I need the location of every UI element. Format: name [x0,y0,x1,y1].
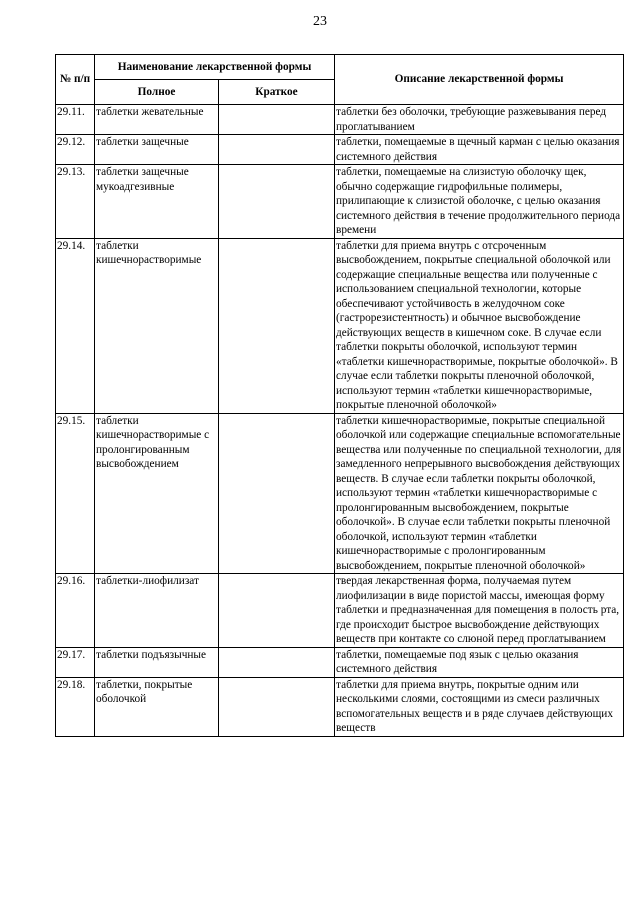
header-full-name: Полное [95,80,219,105]
table-row [56,165,624,239]
row-number: 29.15. [56,413,95,574]
row-number: 29.18. [56,677,95,736]
row-full-name: таблетки подъязычные [95,647,219,677]
row-number: 29.13. [56,165,95,239]
row-number: 29.17. [56,647,95,677]
row-full-name: таблетки защечные [95,135,219,165]
row-short-name [219,413,335,574]
row-full-name: таблетки-лиофилизат [95,574,219,648]
header-short-name: Краткое [219,80,335,105]
dosage-forms-table [55,54,624,737]
row-number: 29.12. [56,135,95,165]
table-row [56,238,624,413]
header-num: № п/п [56,55,95,105]
header-name-group: Наименование лекарственной формы [95,55,335,80]
row-number: 29.16. [56,574,95,648]
row-short-name [219,647,335,677]
table-row [56,135,624,165]
row-full-name: таблетки защечные мукоадгезивные [95,165,219,239]
table-row [56,647,624,677]
row-full-name: таблетки кишечнорастворимые [95,238,219,413]
row-full-name: таблетки кишечнорастворимые с пролонгированным высвобождением [95,413,219,574]
row-short-name [219,135,335,165]
row-description: таблетки, помещаемые на слизистую оболочку щек, обычно содержащие гидрофильные полимеры, прилипающие к слизистой оболочке, с целью оказания системного действия в течение продолжительного периода времени [335,165,624,239]
row-short-name [219,238,335,413]
table-row [56,677,624,736]
table-row [56,574,624,648]
row-short-name [219,165,335,239]
row-description: таблетки, помещаемые под язык с целью оказания системного действия [335,647,624,677]
table-row [56,105,624,135]
row-description: таблетки без оболочки, требующие разжевывания перед проглатыванием [335,105,624,135]
table-row [56,413,624,574]
row-number: 29.14. [56,238,95,413]
row-number: 29.11. [56,105,95,135]
page-number: 23 [313,14,327,29]
row-description: таблетки кишечнорастворимые, покрытые специальной оболочкой или содержащие специальные вспомогательные вещества или полученные по специальной технологии, для замедленного непрерывного высвобождения действующих веществ. В случае если таблетки покрыты оболочкой, используют термин «таблетки кишечнорастворимые с пролонгированным высвобождением, покрытые оболочкой». В случае если таблетки покрыты пленочной оболочкой, используют термин «таблетки кишечнорастворимые с пролонгированным высвобождением, покрытые пленочной оболочкой» [335,413,624,574]
row-short-name [219,677,335,736]
row-short-name [219,105,335,135]
row-full-name: таблетки, покрытые оболочкой [95,677,219,736]
row-description: таблетки, помещаемые в щечный карман с целью оказания системного действия [335,135,624,165]
row-description: твердая лекарственная форма, получаемая путем лиофилизации в виде пористой массы, имеющая форму таблетки и предназначенная для помещения в полость рта, где происходит быстрое высвобождение действующих веществ при контакте со слюной перед проглатыванием [335,574,624,648]
row-full-name: таблетки жевательные [95,105,219,135]
row-short-name [219,574,335,648]
row-description: таблетки для приема внутрь, покрытые одним или несколькими слоями, состоящими из смеси различных вспомогательных веществ и в ряде случаев действующих веществ [335,677,624,736]
row-description: таблетки для приема внутрь с отсроченным высвобождением, покрытые специальной оболочкой или содержащие специальные вещества или полученные с использованием специальной технологии, которые обеспечивают устойчивость в желудочном соке (гастрорезистентность) и обычное высвобождение действующих веществ в кишечном соке. В случае если таблетки покрыты оболочкой, используют термин «таблетки кишечнорастворимые, покрытые оболочкой». В случае если таблетки покрыты пленочной оболочкой, используют термин «таблетки кишечнорастворимые, покрытые пленочной оболочкой» [335,238,624,413]
header-description: Описание лекарственной формы [335,55,624,105]
